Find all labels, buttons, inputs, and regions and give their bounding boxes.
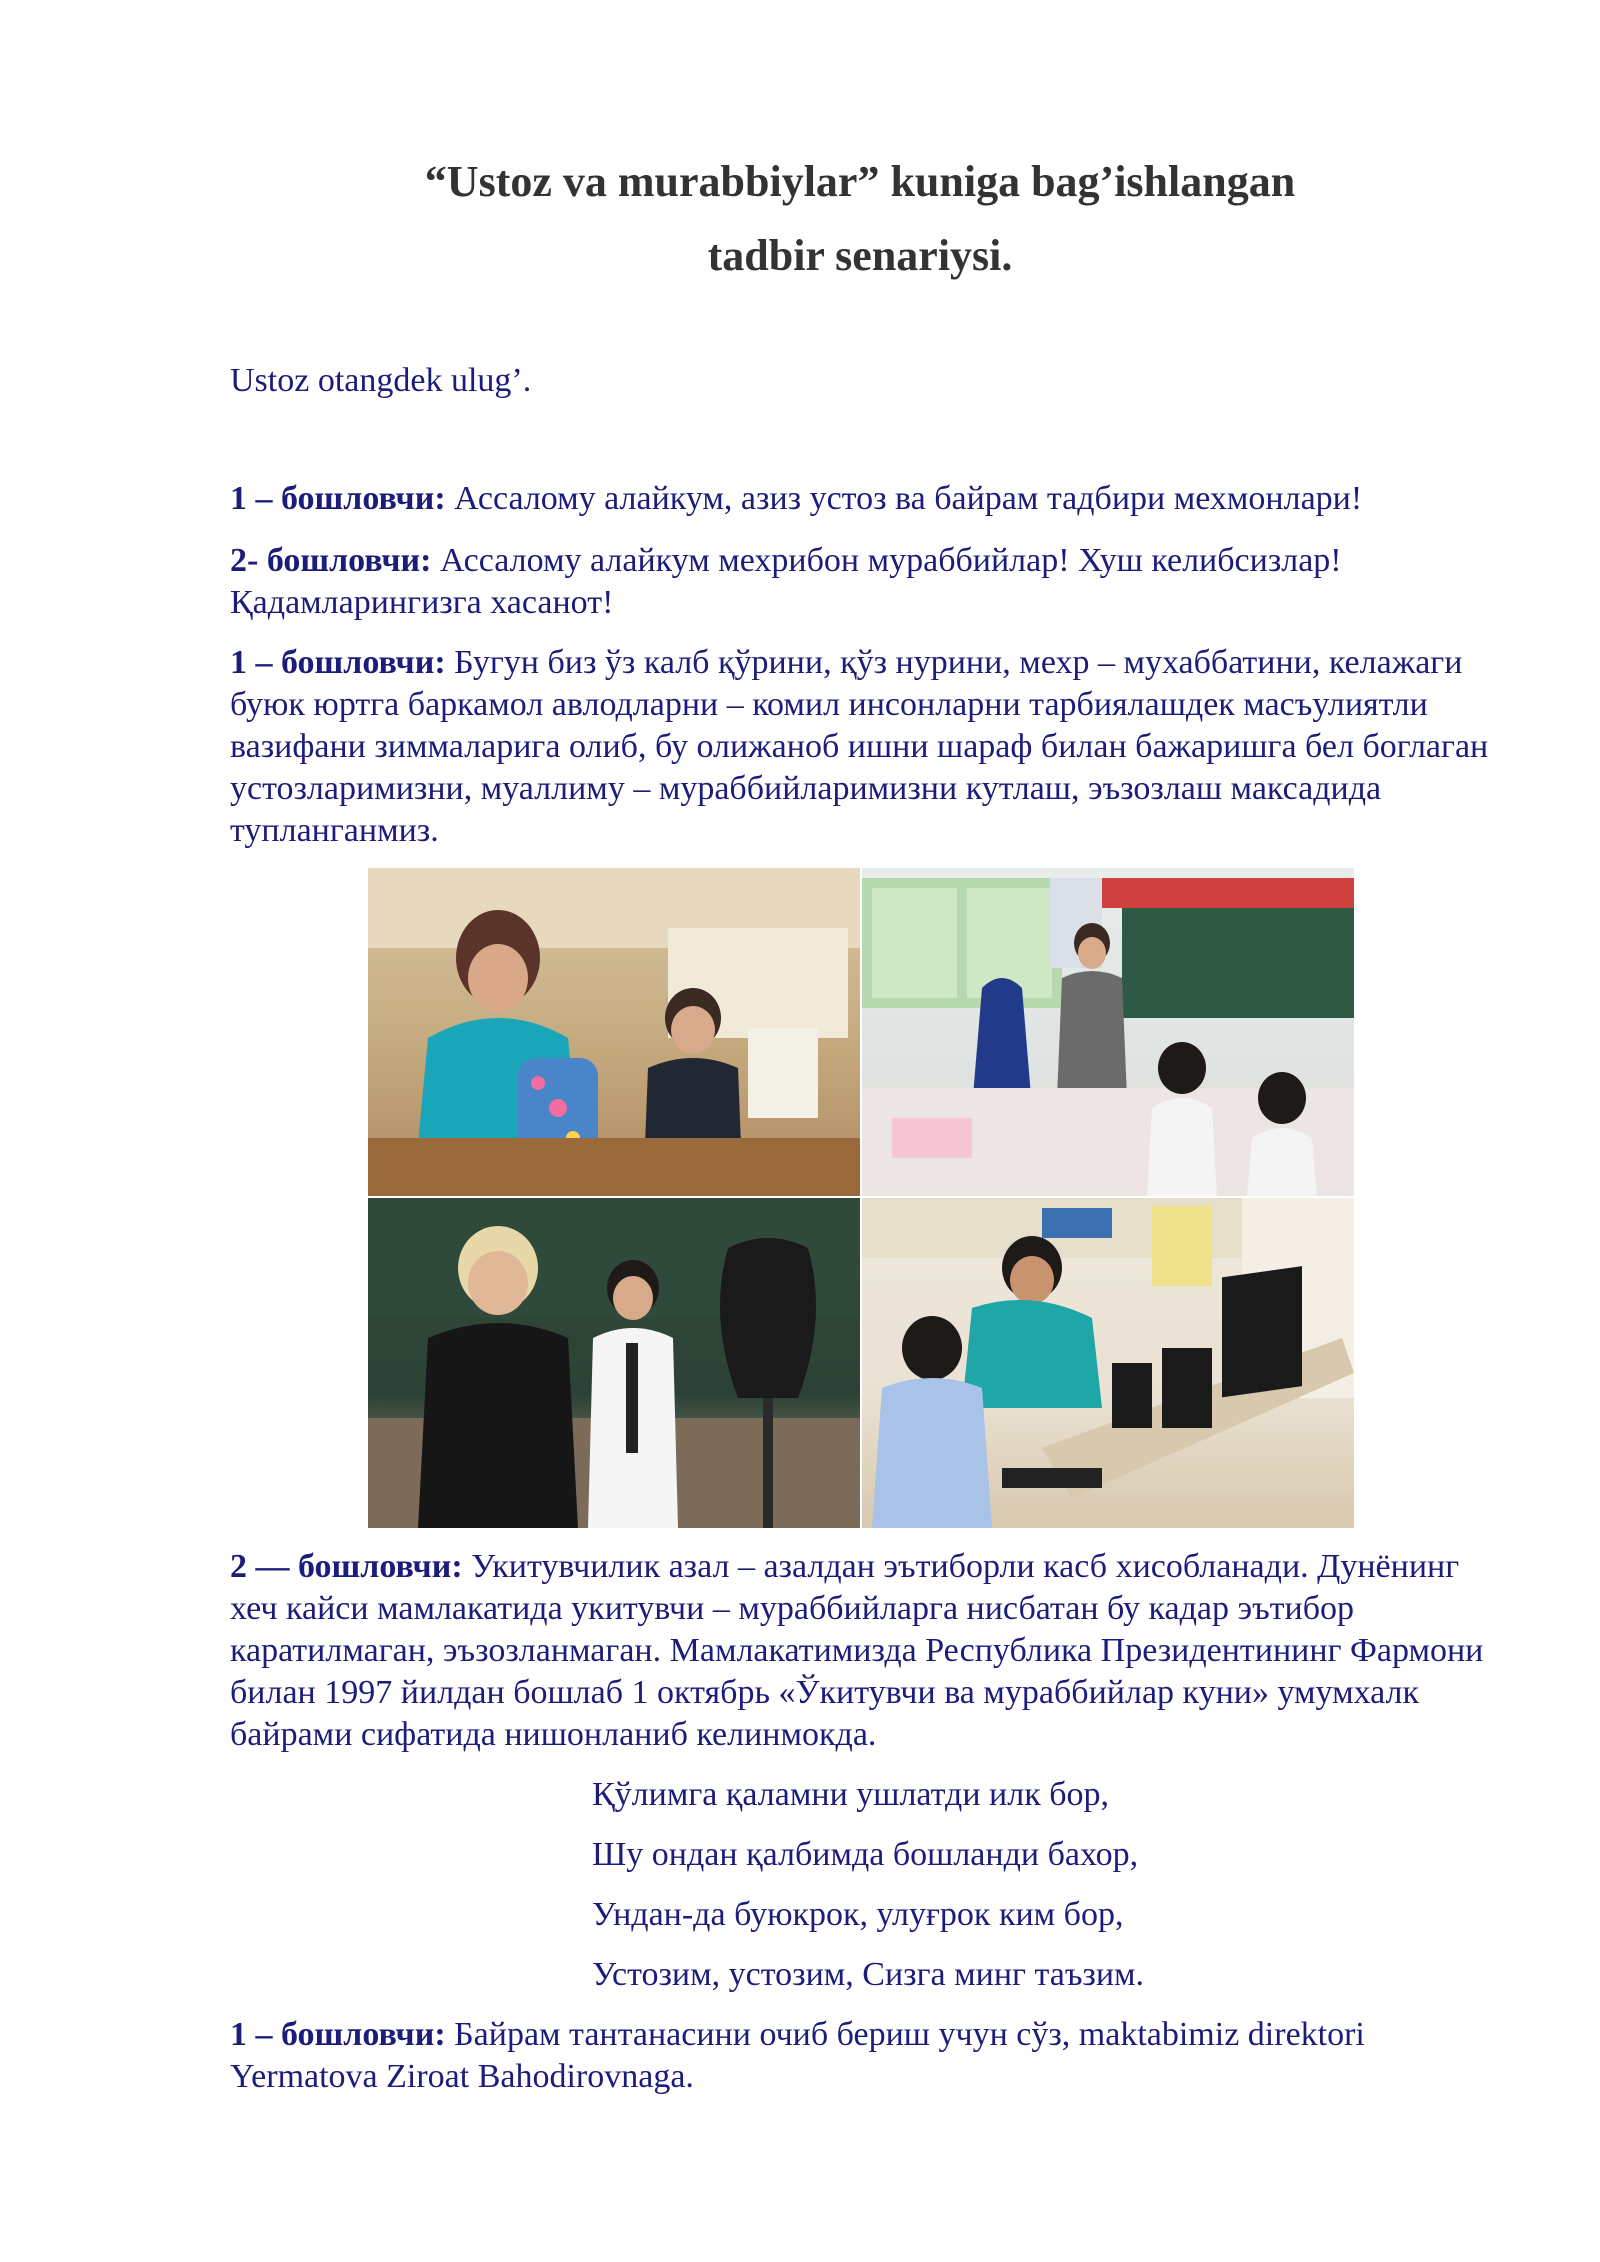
paragraph-text: Укитувчилик азал – азалдан эътиборли касб хисобланади. Дунёнинг хеч кайси мамлакатида укитувчи – мураббийларга нисбатан бу кадар эътибор каратилмаган, эъзозланмаган. Мамлакатимизда Республика Президентининг Фармони билан 1997 йилдан бошлаб 1 октябрь «Ўкитувчи ва мураббийлар куни» умумхалк байрами сифатида нишонланиб келинмокда.	[230, 1548, 1484, 1753]
paragraph-text: Бугун биз ўз калб қўрини, қўз нурини, мехр – мухаббатини, келажаги буюк юртга баркамол авлодларни – комил инсонларни тарбиялашдек масъулиятли вазифани зиммаларига олиб, бу олижаноб ишни шараф билан бажаришга бел боглаган устозларимизни, муаллиму – мураббийларимизни кутлаш, эъзозлаш максадида тупланганмиз.	[230, 644, 1489, 849]
epigraph: Ustoz otangdek ulug’.	[230, 362, 532, 399]
paragraph-text: Ассалому алайкум, азиз устоз ва байрам тадбири мехмонлари!	[445, 480, 1363, 517]
paragraph-1	[230, 478, 1490, 520]
verse-line-1: Қўлимга қаламни ушлатди илк бор,	[592, 1776, 1110, 1813]
paragraph-2	[230, 540, 1490, 624]
speaker-label: 1 – бошловчи:	[230, 480, 446, 517]
verse-line-2: Шу ондан қалбимда бошланди бахор,	[592, 1836, 1139, 1873]
verse-line-3: Ундан-да буюкрок, улуғрок ким бор,	[592, 1896, 1124, 1933]
photo-collage	[368, 868, 1354, 1528]
paragraph-5	[230, 2014, 1490, 2098]
document-title-line-1: “Ustoz va murabbiylar” kuniga bag’ishlangan	[424, 157, 1296, 206]
photo-tailoring-lesson	[368, 1198, 860, 1528]
photo-illustration	[862, 1198, 1354, 1528]
photo-illustration	[368, 1198, 860, 1528]
paragraph-4	[230, 1546, 1490, 1756]
verse-line-4: Устозим, устозим, Сизга минг таъзим.	[592, 1956, 1145, 1993]
paragraph-3	[230, 642, 1490, 852]
speaker-label: 2 — бошловчи:	[230, 1548, 463, 1585]
photo-illustration	[368, 868, 860, 1196]
speaker-label: 2- бошловчи:	[230, 542, 432, 579]
photo-computer-class	[862, 1198, 1354, 1528]
photo-classroom-board	[862, 868, 1354, 1196]
paragraph-text: Байрам тантанасини очиб бериш учун сўз, maktabimiz direktori Yermatova Ziroat Bahodirovnaga.	[230, 2016, 1365, 2095]
photo-teacher-with-student	[368, 868, 860, 1196]
speaker-label: 1 – бошловчи:	[230, 644, 446, 681]
document-title-line-2: tadbir senariysi.	[707, 231, 1013, 280]
photo-illustration	[862, 868, 1354, 1196]
speaker-label: 1 – бошловчи:	[230, 2016, 446, 2053]
paragraph-text: Ассалому алайкум мехрибон мураббийлар! Хуш келибсизлар! Қадамларингизга хасанот!	[230, 542, 1342, 621]
